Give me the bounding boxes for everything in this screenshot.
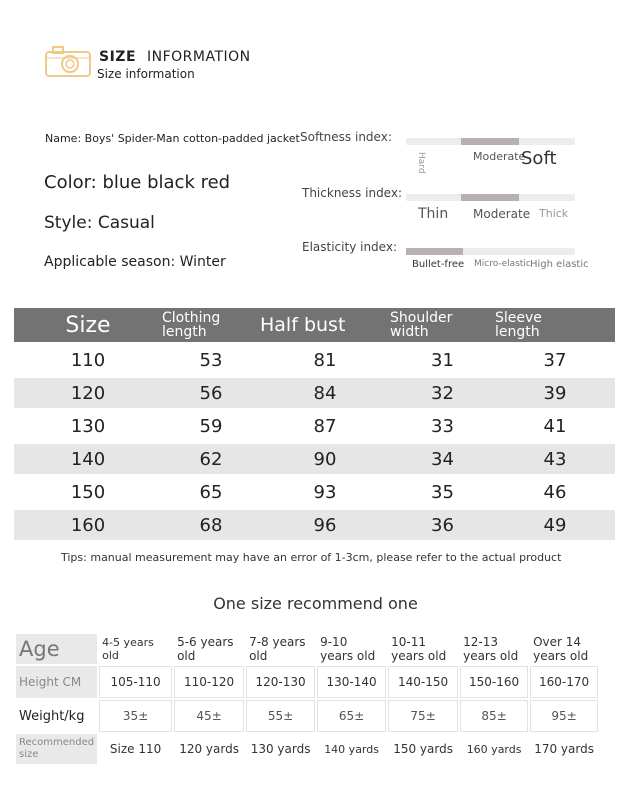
age-cell: 4-5 years old (102, 636, 154, 662)
header-size-text: Size (65, 312, 111, 338)
cell-clothing-length: 59 (199, 415, 223, 437)
height-cell: 150-160 (460, 666, 528, 698)
cell-size: 150 (70, 481, 106, 503)
cell-half-bust: 90 (260, 444, 390, 474)
cell-shoulder-width: 31 (431, 349, 454, 371)
header-sleeve-length-text: Sleeve length (495, 310, 542, 340)
elasticity-fill (406, 248, 463, 255)
height-cell: 120-130 (246, 666, 315, 698)
weight-row-label: Weight/kg (16, 700, 97, 732)
table-row (14, 345, 615, 375)
size-cell: 150 yards (393, 742, 453, 756)
header-title-bold: SIZE (99, 49, 137, 65)
height-cell: 160-170 (530, 666, 598, 698)
age-cell: 5-6 years old (177, 635, 234, 663)
cell-shoulder-width: 36 (390, 510, 495, 540)
cell-size: 130 (70, 415, 106, 437)
cell-size: 110 (70, 349, 106, 371)
height-cell: 110-120 (174, 666, 244, 698)
weight-cell: 95± (530, 700, 598, 732)
cell-size: 120 (14, 378, 162, 408)
elasticity-micro: Micro-elastic (474, 259, 531, 269)
thickness-fill (461, 194, 519, 201)
softness-soft: Soft (521, 148, 557, 169)
size-row-label: Recommended size (16, 734, 97, 764)
header-sleeve-length (495, 308, 615, 342)
softness-label: Softness index: (300, 130, 392, 144)
thickness-thin: Thin (418, 206, 449, 222)
cell-shoulder-width: 32 (390, 378, 495, 408)
age-cell: 7-8 years old (249, 635, 306, 663)
product-name: Name: Boys' Spider-Man cotton-padded jacket (45, 132, 300, 145)
cell-shoulder-width: 33 (431, 415, 454, 437)
cell-half-bust: 81 (313, 349, 337, 371)
age-row-label: Age (16, 634, 97, 664)
product-style: Style: Casual (44, 213, 155, 233)
cell-shoulder-width: 35 (431, 481, 454, 503)
cell-clothing-length: 62 (162, 444, 260, 474)
measurement-tips: Tips: manual measurement may have an error of 1-3cm, please refer to the actual product (61, 551, 562, 564)
age-cell: 10-11 years old (391, 635, 447, 663)
cell-half-bust: 84 (260, 378, 390, 408)
cell-sleeve-length: 43 (495, 444, 615, 474)
cell-clothing-length: 68 (162, 510, 260, 540)
weight-cell: 45± (174, 700, 244, 732)
thickness-moderate: Moderate (473, 207, 531, 221)
size-cell: 160 yards (466, 742, 522, 756)
age-cell: 9-10 years old (320, 635, 376, 663)
cell-half-bust: 96 (260, 510, 390, 540)
age-recommend-table (14, 632, 600, 766)
size-table-header (14, 308, 615, 342)
weight-cell: 85± (460, 700, 528, 732)
table-row (14, 477, 615, 507)
size-table (14, 305, 615, 543)
age-cell: Over 14 years old (533, 635, 589, 663)
height-row-label: Height CM (16, 666, 97, 698)
weight-cell: 35± (99, 700, 172, 732)
cell-sleeve-length: 37 (543, 349, 567, 371)
size-cell: Size 110 (109, 742, 162, 756)
header-size (14, 308, 162, 342)
age-cell: 12-13 years old (463, 635, 519, 663)
cell-half-bust: 87 (313, 415, 337, 437)
header-shoulder-width-text: Shoulder width (390, 310, 453, 340)
table-row (14, 444, 615, 474)
thickness-track (406, 194, 575, 201)
header-half-bust (260, 308, 390, 342)
cell-sleeve-length: 46 (543, 481, 567, 503)
thickness-thick: Thick (539, 207, 569, 220)
weight-cell: 75± (388, 700, 458, 732)
elasticity-label: Elasticity index: (302, 240, 397, 254)
header-clothing-length-text: Clothing length (162, 310, 221, 340)
table-row (14, 411, 615, 441)
softness-moderate: Moderate (473, 150, 526, 163)
softness-track (406, 138, 575, 145)
cell-sleeve-length: 39 (495, 378, 615, 408)
size-cell: 130 yards (250, 742, 311, 756)
cell-clothing-length: 53 (199, 349, 223, 371)
cell-size: 160 (14, 510, 162, 540)
recommend-title: One size recommend one (213, 594, 418, 613)
weight-row (16, 700, 598, 732)
height-cell: 105-110 (99, 666, 172, 698)
weight-cell: 55± (246, 700, 315, 732)
size-row (16, 734, 598, 764)
cell-half-bust: 93 (313, 481, 337, 503)
cell-clothing-length: 56 (162, 378, 260, 408)
thickness-label: Thickness index: (302, 186, 402, 200)
cell-sleeve-length: 49 (495, 510, 615, 540)
header-half-bust-text: Half bust (260, 314, 346, 336)
height-cell: 140-150 (388, 666, 458, 698)
size-cell: 120 yards (179, 742, 239, 756)
table-row (14, 510, 615, 540)
header-title: INFORMATION (147, 49, 251, 65)
softness-fill (461, 138, 519, 145)
camera-icon (44, 44, 92, 78)
size-cell: 170 yards (534, 742, 594, 756)
table-row (14, 378, 615, 408)
header-subtitle: Size information (97, 67, 195, 81)
elasticity-track (406, 248, 575, 255)
size-cell: 140 yards (324, 742, 379, 756)
cell-shoulder-width: 34 (390, 444, 495, 474)
height-cell: 130-140 (317, 666, 386, 698)
product-color: Color: blue black red (44, 172, 231, 193)
product-season: Applicable season: Winter (44, 254, 226, 270)
weight-cell: 65± (317, 700, 386, 732)
elasticity-bullet-free: Bullet-free (412, 259, 465, 270)
softness-hard: Hard (416, 152, 426, 174)
cell-clothing-length: 65 (199, 481, 223, 503)
cell-sleeve-length: 41 (543, 415, 567, 437)
header-clothing-length (162, 308, 260, 342)
elasticity-high: High elastic (530, 259, 589, 270)
cell-size: 140 (14, 444, 162, 474)
header-shoulder-width (390, 308, 495, 342)
age-row (16, 634, 598, 664)
height-row (16, 666, 598, 698)
